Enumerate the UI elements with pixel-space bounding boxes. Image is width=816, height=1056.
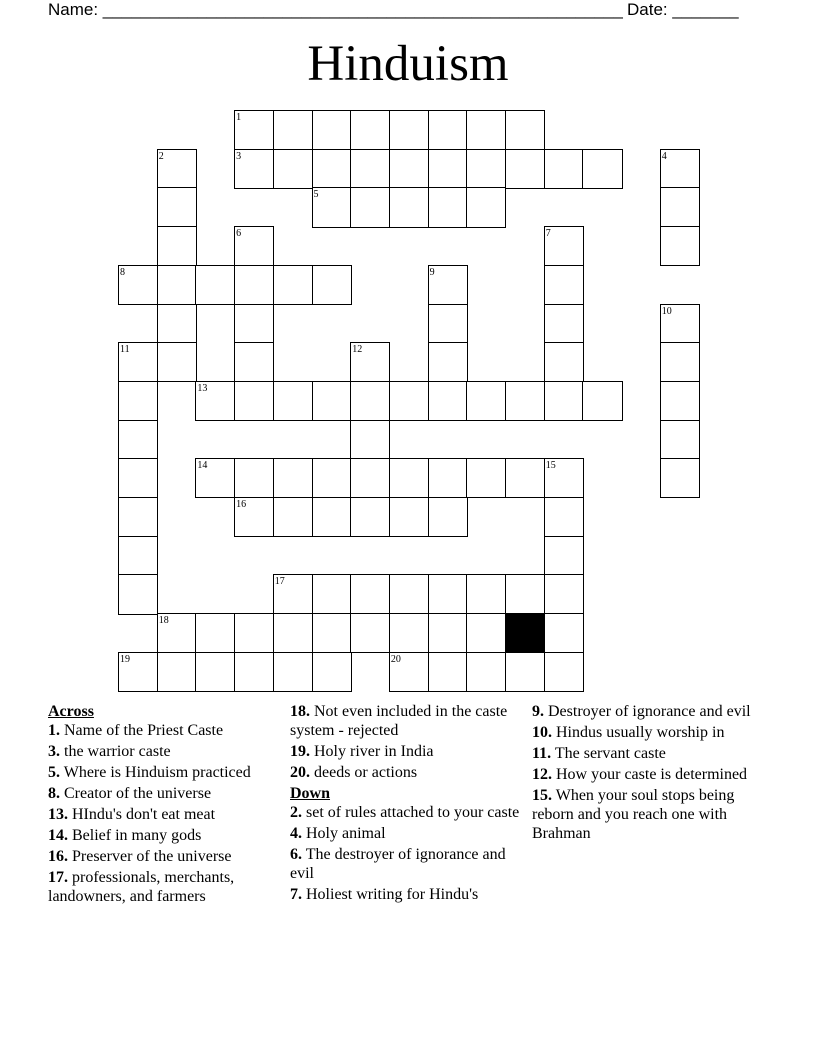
clue-item-text: Holy river in India: [310, 743, 434, 760]
clue-item: [48, 826, 278, 845]
grid-cell[interactable]: [660, 420, 700, 460]
grid-cell[interactable]: [234, 342, 274, 382]
black-cell: [505, 613, 545, 653]
grid-cell[interactable]: [312, 497, 352, 537]
clue-item-number: 5.: [48, 764, 60, 781]
grid-cell[interactable]: [350, 613, 390, 653]
grid-cell[interactable]: [157, 187, 197, 227]
grid-cell[interactable]: [466, 458, 506, 498]
grid-cell[interactable]: [389, 381, 429, 421]
grid-cell[interactable]: [466, 652, 506, 692]
grid-cell[interactable]: [195, 652, 235, 692]
grid-cell[interactable]: [428, 574, 468, 614]
clue-item: [290, 824, 520, 843]
clue-item-text: Name of the Priest Caste: [60, 722, 224, 739]
clue-item: [290, 702, 520, 740]
clue-item-number: 13.: [48, 806, 68, 823]
grid-cell[interactable]: [389, 613, 429, 653]
grid-cell[interactable]: [118, 342, 158, 382]
clue-item-text: Not even included in the caste system - rejected: [290, 703, 508, 739]
clue-item: [532, 765, 772, 784]
grid-cell[interactable]: [544, 149, 584, 189]
grid-cell[interactable]: [350, 110, 390, 150]
grid-cell[interactable]: [660, 342, 700, 382]
clue-number: 17: [274, 576, 285, 588]
grid-cell[interactable]: [273, 265, 313, 305]
clue-item-number: 2.: [290, 804, 302, 821]
clue-item-text: HIndu's don't eat meat: [68, 806, 216, 823]
clue-item-text: Belief in many gods: [68, 827, 202, 844]
down-heading: Down: [290, 785, 331, 802]
grid-cell[interactable]: [273, 110, 313, 150]
grid-cell[interactable]: [505, 458, 545, 498]
grid-cell[interactable]: [234, 652, 274, 692]
grid-cell[interactable]: [234, 226, 274, 266]
grid-cell[interactable]: [350, 497, 390, 537]
clue-number: 16: [236, 499, 247, 510]
clue-item: [290, 885, 520, 904]
grid-cell[interactable]: [273, 613, 313, 653]
clue-item-number: 3.: [48, 743, 60, 760]
grid-cell[interactable]: [544, 304, 584, 344]
clue-item-number: 20.: [290, 764, 310, 781]
grid-cell[interactable]: [428, 187, 468, 227]
clue-item-text: Holiest writing for Hindu's: [302, 886, 479, 903]
clue-item: [48, 847, 278, 866]
grid-cell[interactable]: [544, 265, 584, 305]
grid-cell[interactable]: [312, 187, 352, 227]
grid-cell[interactable]: [312, 574, 352, 614]
clue-item-text: The servant caste: [551, 745, 666, 762]
grid-cell[interactable]: [428, 265, 468, 305]
grid-cell[interactable]: [234, 149, 274, 189]
clue-item-text: Destroyer of ignorance and evil: [544, 703, 751, 720]
grid-cell[interactable]: [505, 574, 545, 614]
clue-item-number: 17.: [48, 869, 68, 886]
grid-cell[interactable]: [118, 458, 158, 498]
grid-cell[interactable]: [273, 458, 313, 498]
clue-item-number: 1.: [48, 722, 60, 739]
clue-item-text: The destroyer of ignorance and evil: [290, 846, 506, 882]
clue-number: 3: [236, 150, 242, 162]
grid-cell[interactable]: [350, 458, 390, 498]
grid-cell[interactable]: [544, 536, 584, 576]
grid-cell[interactable]: [157, 613, 197, 653]
clue-number: 6: [236, 228, 242, 240]
grid-cell[interactable]: [660, 187, 700, 227]
clue-number: 15: [545, 460, 556, 472]
clue-number: 14: [197, 460, 208, 472]
clue-item: [532, 744, 772, 763]
clue-number: 12: [352, 344, 363, 356]
grid-cell[interactable]: [234, 265, 274, 305]
clue-item-text: Preserver of the universe: [68, 848, 232, 865]
grid-cell[interactable]: [428, 458, 468, 498]
grid-cell[interactable]: [118, 652, 158, 692]
clue-item: [532, 723, 772, 742]
grid-cell[interactable]: [466, 574, 506, 614]
clue-number: 7: [545, 228, 551, 240]
grid-cell[interactable]: [544, 497, 584, 537]
name-field-label: Name: _______________________________________________________: [48, 0, 623, 19]
clue-item-text: professionals, merchants, landowners, and farmers: [48, 869, 235, 905]
grid-cell[interactable]: [466, 613, 506, 653]
clue-item-number: 14.: [48, 827, 68, 844]
clue-item-text: Creator of the universe: [60, 785, 212, 802]
grid-cell[interactable]: [544, 574, 584, 614]
grid-cell[interactable]: [660, 304, 700, 344]
clue-number: 8: [120, 266, 125, 278]
clue-item-number: 7.: [290, 886, 302, 903]
grid-cell[interactable]: [389, 458, 429, 498]
grid-cell[interactable]: [312, 652, 352, 692]
grid-cell[interactable]: [195, 458, 235, 498]
grid-cell[interactable]: [505, 652, 545, 692]
grid-cell[interactable]: [157, 149, 197, 189]
across-heading: Across: [48, 703, 94, 720]
grid-cell[interactable]: [428, 381, 468, 421]
grid-cell[interactable]: [118, 497, 158, 537]
grid-cell[interactable]: [273, 381, 313, 421]
grid-cell[interactable]: [389, 497, 429, 537]
grid-cell[interactable]: [428, 110, 468, 150]
grid-cell[interactable]: [466, 381, 506, 421]
clues-column-1: [48, 702, 278, 908]
grid-cell[interactable]: [505, 110, 545, 150]
clue-item-number: 9.: [532, 703, 544, 720]
grid-cell[interactable]: [389, 149, 429, 189]
grid-cell[interactable]: [660, 226, 700, 266]
clue-item: [532, 786, 772, 843]
grid-cell[interactable]: [389, 652, 429, 692]
grid-cell[interactable]: [428, 149, 468, 189]
grid-cell[interactable]: [660, 149, 700, 189]
grid-cell[interactable]: [389, 187, 429, 227]
grid-cell[interactable]: [273, 149, 313, 189]
grid-cell[interactable]: [350, 574, 390, 614]
clue-item: [48, 742, 278, 761]
grid-cell[interactable]: [118, 381, 158, 421]
grid-cell[interactable]: [544, 613, 584, 653]
clue-number: 9: [429, 266, 435, 278]
grid-cell[interactable]: [466, 110, 506, 150]
grid-cell[interactable]: [118, 265, 158, 305]
clue-item: [532, 702, 772, 721]
grid-cell[interactable]: [234, 458, 274, 498]
clue-item: [48, 868, 278, 906]
grid-cell[interactable]: [544, 652, 584, 692]
clue-item-number: 12.: [532, 766, 552, 783]
grid-cell[interactable]: [428, 613, 468, 653]
clues-column-2: [290, 702, 520, 906]
grid-cell[interactable]: [544, 381, 584, 421]
clue-number: 11: [120, 344, 130, 356]
clue-item-text: Where is Hinduism practiced: [60, 764, 251, 781]
grid-cell[interactable]: [660, 458, 700, 498]
grid-cell[interactable]: [157, 304, 197, 344]
grid-cell[interactable]: [350, 381, 390, 421]
clue-item-text: How your caste is determined: [552, 766, 748, 783]
grid-cell[interactable]: [234, 381, 274, 421]
grid-cell[interactable]: [544, 342, 584, 382]
grid-cell[interactable]: [118, 574, 158, 614]
grid-cell[interactable]: [544, 226, 584, 266]
grid-cell[interactable]: [118, 536, 158, 576]
clue-item: [48, 805, 278, 824]
grid-cell[interactable]: [118, 420, 158, 460]
clue-number: 10: [661, 305, 672, 317]
grid-cell[interactable]: [273, 497, 313, 537]
grid-cell[interactable]: [157, 226, 197, 266]
clue-item-text: Hindus usually worship in: [552, 724, 725, 741]
grid-cell[interactable]: [312, 265, 352, 305]
grid-cell[interactable]: [273, 574, 313, 614]
clue-number: 4: [661, 150, 667, 162]
grid-cell[interactable]: [234, 304, 274, 344]
grid-cell[interactable]: [466, 149, 506, 189]
grid-cell[interactable]: [312, 110, 352, 150]
clue-item-number: 15.: [532, 787, 552, 804]
grid-cell[interactable]: [312, 149, 352, 189]
grid-cell[interactable]: [389, 574, 429, 614]
clue-number: 18: [158, 615, 169, 627]
clue-item-text: deeds or actions: [310, 764, 418, 781]
clue-item-number: 18.: [290, 703, 310, 720]
grid-cell[interactable]: [234, 613, 274, 653]
grid-cell[interactable]: [157, 342, 197, 382]
clue-item-number: 6.: [290, 846, 302, 863]
grid-cell[interactable]: [505, 149, 545, 189]
grid-cell[interactable]: [195, 381, 235, 421]
clue-item: [290, 763, 520, 782]
grid-cell[interactable]: [157, 265, 197, 305]
grid-cell[interactable]: [428, 342, 468, 382]
clue-item-number: 10.: [532, 724, 552, 741]
clue-item-number: 16.: [48, 848, 68, 865]
clue-number: 20: [390, 653, 401, 665]
grid-cell[interactable]: [312, 613, 352, 653]
grid-cell[interactable]: [312, 381, 352, 421]
clue-item: [290, 803, 520, 822]
grid-cell[interactable]: [234, 110, 274, 150]
grid-cell[interactable]: [312, 458, 352, 498]
grid-cell[interactable]: [505, 381, 545, 421]
grid-cell[interactable]: [234, 497, 274, 537]
grid-cell[interactable]: [350, 342, 390, 382]
clue-item: [48, 721, 278, 740]
clues-column-3: [532, 702, 772, 845]
grid-cell[interactable]: [428, 497, 468, 537]
clue-number: 5: [313, 189, 319, 201]
grid-cell[interactable]: [389, 110, 429, 150]
clue-number: 13: [197, 382, 208, 394]
grid-cell[interactable]: [582, 149, 622, 189]
clue-item-number: 4.: [290, 825, 302, 842]
clue-number: 19: [120, 653, 130, 665]
grid-cell[interactable]: [273, 652, 313, 692]
date-field-label: Date: _______: [627, 0, 739, 19]
clue-number: 2: [158, 150, 164, 162]
puzzle-title: Hinduism: [307, 36, 509, 92]
grid-cell[interactable]: [350, 149, 390, 189]
grid-cell[interactable]: [157, 652, 197, 692]
clue-item-text: Holy animal: [302, 825, 386, 842]
grid-cell[interactable]: [195, 265, 235, 305]
grid-cell[interactable]: [428, 652, 468, 692]
grid-cell[interactable]: [466, 187, 506, 227]
grid-cell[interactable]: [428, 304, 468, 344]
clue-item-number: 11.: [532, 745, 552, 762]
clue-item: [290, 845, 520, 883]
grid-cell[interactable]: [350, 187, 390, 227]
clue-item: [48, 763, 278, 782]
clue-item-text: set of rules attached to your caste: [302, 804, 520, 821]
grid-cell[interactable]: [544, 458, 584, 498]
clue-item-number: 8.: [48, 785, 60, 802]
clue-item: [290, 742, 520, 761]
grid-cell[interactable]: [660, 381, 700, 421]
clue-item-number: 19.: [290, 743, 310, 760]
clue-item-text: the warrior caste: [60, 743, 171, 760]
clue-item: [48, 784, 278, 803]
grid-cell[interactable]: [582, 381, 622, 421]
clue-number: 1: [236, 112, 242, 123]
grid-cell[interactable]: [350, 420, 390, 460]
clue-item-text: When your soul stops being reborn and you reach one with Brahman: [532, 787, 735, 842]
grid-cell[interactable]: [195, 613, 235, 653]
